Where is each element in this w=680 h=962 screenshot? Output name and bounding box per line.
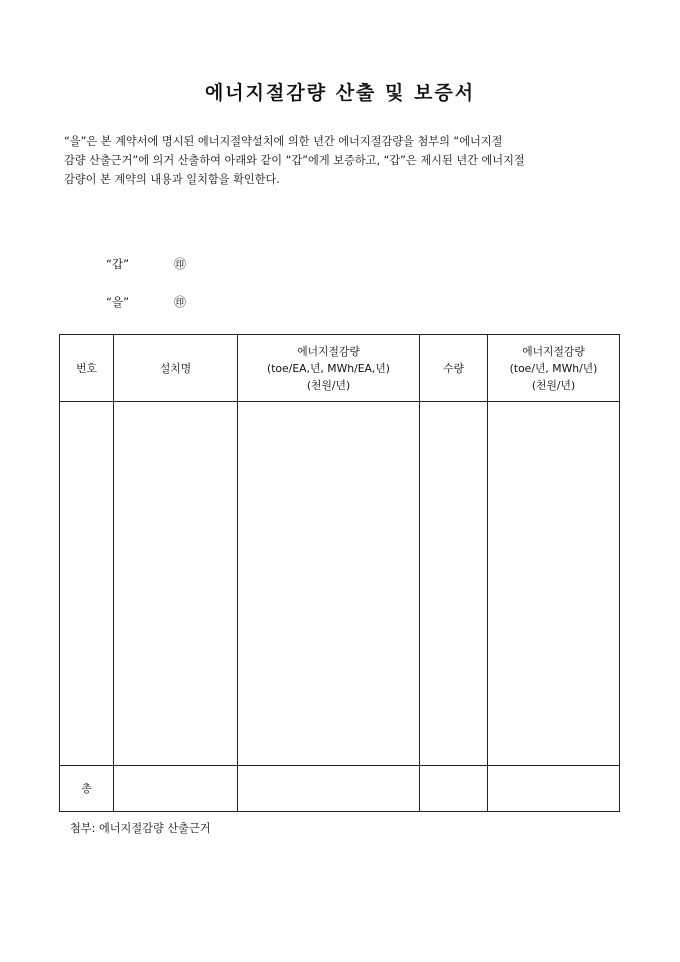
header-unit-saving-line: (천원/년) [306, 378, 351, 392]
header-number: 번호 [60, 335, 114, 402]
header-total-saving-line: (천원/년) [531, 378, 576, 392]
header-total-saving-line: 에너지절감량 [522, 344, 585, 358]
table-cell[interactable] [420, 402, 488, 766]
intro-line: 감량이 본 계약의 내용과 일치함을 확인한다. [64, 173, 280, 186]
table-cell[interactable] [114, 766, 238, 812]
header-unit-saving-line: 에너지절감량 [297, 344, 360, 358]
savings-table [59, 334, 620, 812]
seal-icon: ㊞ [174, 295, 187, 309]
party-eul-label: “을” [106, 295, 130, 309]
intro-paragraph [64, 132, 618, 189]
table-cell[interactable] [420, 766, 488, 812]
table-cell[interactable] [238, 402, 420, 766]
intro-line: 감량 산출근거”에 의거 산출하여 아래와 같이 “갑”에게 보증하고, “갑”은 제시된 년간 에너지절 [64, 154, 525, 167]
intro-line: “을”은 본 계약서에 명시된 에너지절약설치에 의한 년간 에너지절감량을 첨부의 “에너지절 [64, 135, 503, 148]
table-cell[interactable] [488, 766, 620, 812]
header-name: 설치명 [114, 335, 238, 402]
table-total-row [60, 766, 620, 812]
party-gap-label: “갑” [106, 257, 130, 271]
seal-icon: ㊞ [174, 257, 187, 271]
header-quantity: 수량 [420, 335, 488, 402]
party-eul-signature [106, 294, 187, 310]
table-cell[interactable] [488, 402, 620, 766]
attachment-note: 첨부: 에너지절감량 산출근거 [70, 822, 211, 835]
header-total-saving-line: (toe/년, MWh/년) [509, 361, 598, 375]
table-cell[interactable] [238, 766, 420, 812]
table-row [60, 402, 620, 766]
party-gap-signature [106, 256, 187, 272]
total-label: 총 [60, 766, 114, 812]
header-total-saving [488, 335, 620, 402]
document-title: 에너지절감량 산출 및 보증서 [204, 82, 476, 104]
header-unit-saving [238, 335, 420, 402]
table-cell[interactable] [60, 402, 114, 766]
table-cell[interactable] [114, 402, 238, 766]
header-unit-saving-line: (toe/EA,년, MWh/EA,년) [266, 361, 391, 375]
table-header-row [60, 335, 620, 402]
